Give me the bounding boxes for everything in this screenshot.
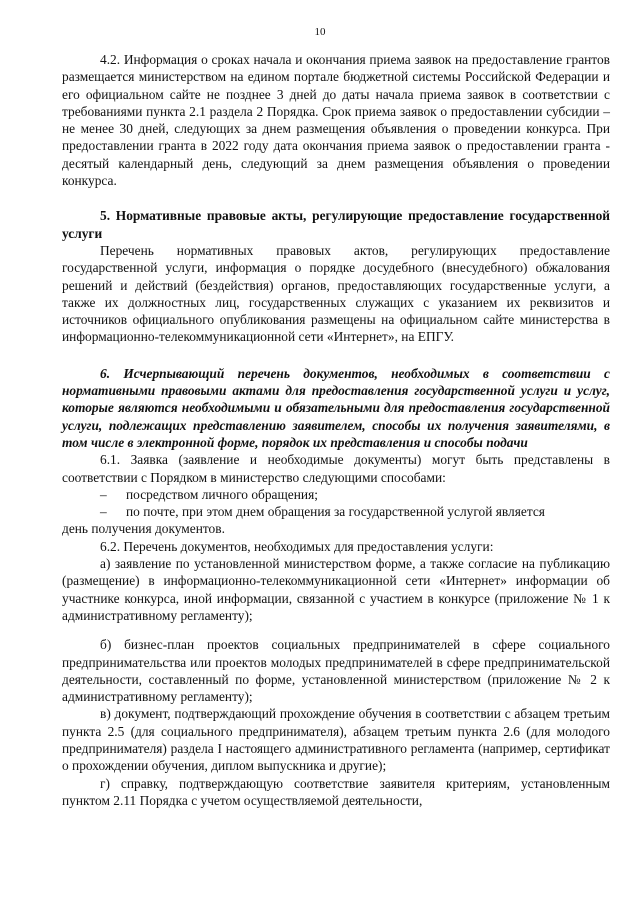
- page-content: [62, 51, 610, 809]
- paragraph-4-2: 4.2. Информация о сроках начала и окончания приема заявок на предоставление грантов размещается министерством на едином портале бюджетной системы Российской Федерации и его официальном сайте не позднее 3 дней до даты начала приема заявок в соответствии с требованиями пункта 2.1 раздела 2 Порядка. Срок приема заявок о предоставлении субсидии – не менее 30 дней, следующих за днем размещения объявления о проведении конкурса. При предоставлении гранта в 2022 году дата окончания приема заявок о предоставлении гранта - десятый календарный день, следующий за днем размещения объявления о проведении конкурса.: [62, 52, 610, 189]
- list-item-continuation: день получения документов.: [62, 521, 225, 537]
- paragraph-6-1: 6.1. Заявка (заявление и необходимые документы) могут быть представлены в соответствии с Порядком в министерство следующими способами:: [62, 452, 610, 485]
- paragraph-6-2: 6.2. Перечень документов, необходимых для предоставления услуги:: [100, 538, 494, 554]
- list-item-text: посредством личного обращения;: [126, 486, 318, 502]
- page-number: 10: [314, 26, 326, 38]
- paragraph-item-g: г) справку, подтверждающую соответствие заявителя критериям, установленным пунктом 2.11 Порядка с учетом осуществляемой деятельности,: [62, 775, 610, 808]
- list-item-dash-1: [62, 486, 610, 503]
- paragraph-item-b: б) бизнес-план проектов социальных предпринимателей в сфере социального предпринимательства или проектов молодых предпринимателей в сфере предпринимательской деятельности, составленный по форме, установленной министерством (приложение № 2 к административному регламенту);: [62, 637, 610, 705]
- paragraph-item-a: а) заявление по установленной министерством форме, а также согласие на публикацию (размещение) в информационно-телекоммуникационной сети «Интернет» информации об участнике конкурса, иной информации, связанной с участием в конкурсе (приложение № 1 к административному регламенту);: [62, 556, 610, 623]
- section-heading-6: 6. Исчерпывающий перечень документов, необходимых в соответствии с нормативными правовыми актами для предоставления государственной услуги и услуг, которые являются необходимыми и обязательными для предоставления государственной услуги, подлежащих представлению заявителем, способы их получения заявителями, в том числе в электронной форме, порядок их представления и способы подачи: [62, 365, 610, 450]
- dash-marker: –: [100, 486, 107, 502]
- paragraph-legal-acts: Перечень нормативных правовых актов, регулирующих предоставление государственной услуги, информация о порядке досудебного (внесудебного) обжалования решений и действий (бездействия) органов, предоставляющих государственные услуги, а также их должностных лиц, государственных служащих с указанием их реквизитов и источников официального опубликования размещены на официальном сайте министерства в информационно-телекоммуникационной сети «Интернет», на ЕПГУ.: [62, 242, 610, 345]
- list-item-text: по почте, при этом днем обращения за государственной услугой является: [126, 504, 545, 520]
- section-heading-5: 5. Нормативные правовые акты, регулирующие предоставление государственной услуги: [62, 208, 610, 241]
- list-item-dash-2: [62, 503, 610, 520]
- paragraph-item-v: в) документ, подтверждающий прохождение обучения в соответствии с абзацем третьим пункта 2.5 (для социального предпринимателя), абзацем третьим пункта 2.6 (для молодого предпринимателя) раздела I настоящего административного регламента (например, сертификат о прохождении обучения, диплом выпускника и другие);: [62, 706, 610, 774]
- dash-marker: –: [100, 504, 107, 520]
